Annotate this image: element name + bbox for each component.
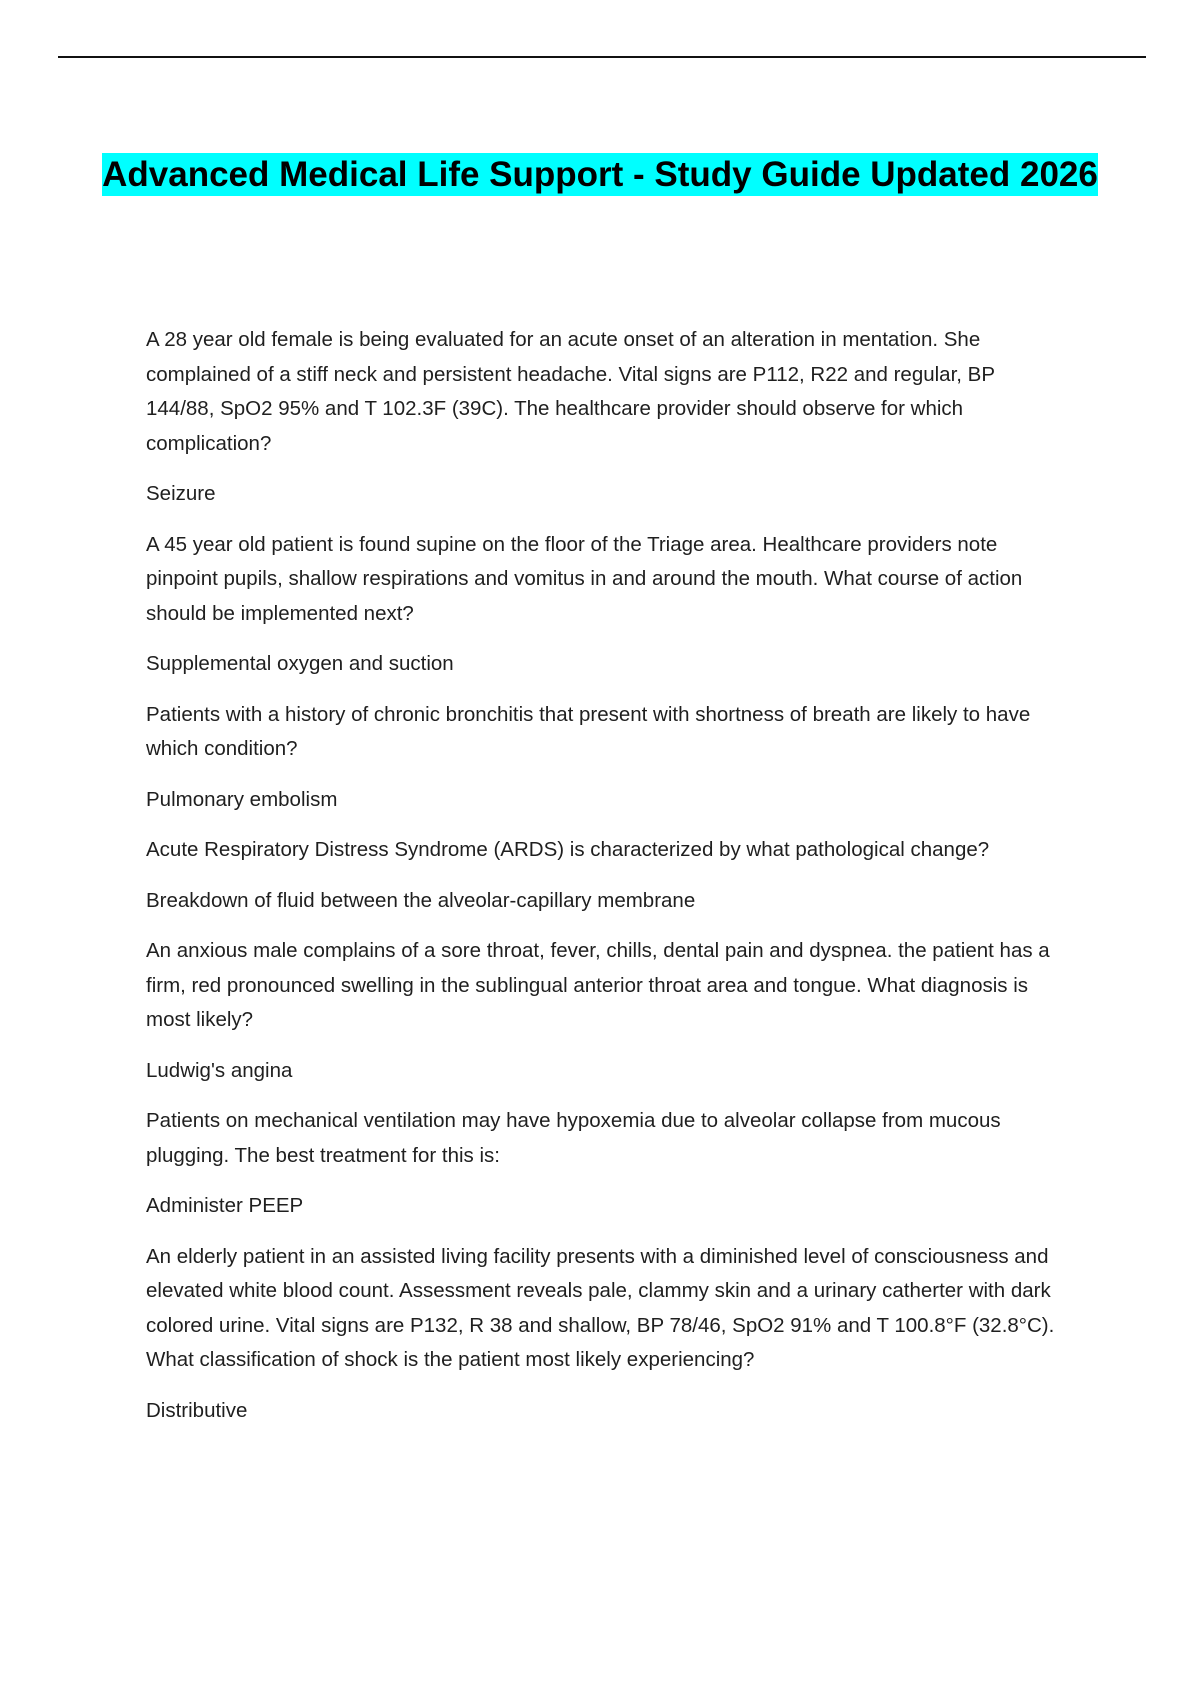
answer-7: Distributive	[146, 1398, 248, 1422]
question-3: Patients with a history of chronic bronchitis that present with shortness of breath are likely to have which condition?	[146, 702, 1031, 760]
header-rule	[58, 56, 1146, 58]
answer-6: Administer PEEP	[146, 1194, 304, 1217]
question-1: A 28 year old female is being evaluated for an acute onset of an alteration in mentation. She complained of a stiff neck and persistent headache. Vital signs are P112, R22 and regular, BP 144/88, SpO2 95% and T 102.3F (39C). The healthcare provider should observe for which complication?	[146, 328, 995, 455]
answer-1: Seizure	[146, 482, 216, 505]
document-title: Advanced Medical Life Support - Study Guide Updated 2026	[102, 155, 1098, 194]
question-5: An anxious male complains of a sore throat, fever, chills, dental pain and dyspnea. the patient has a firm, red pronounced swelling in the sublingual anterior throat area and tongue. What diagnosis is most likely?	[146, 939, 1050, 1031]
question-4: Acute Respiratory Distress Syndrome (ARDS) is characterized by what pathological change?	[146, 838, 990, 861]
qa-content	[146, 323, 1066, 1444]
answer-3: Pulmonary embolism	[146, 787, 338, 811]
question-7: An elderly patient in an assisted living facility presents with a diminished level of consciousness and elevated white blood count. Assessment reveals pale, clammy skin and a urinary catherter with dark colored urine. Vital signs are P132, R 38 and shallow, BP 78/46, SpO2 91% and T 100.8°F (32.8°C). What classification of shock is the patient most likely experiencing?	[146, 1244, 1055, 1371]
answer-5: Ludwig's angina	[146, 1058, 293, 1082]
question-6: Patients on mechanical ventilation may have hypoxemia due to alveolar collapse from mucous plugging. The best treatment for this is:	[146, 1109, 1001, 1167]
question-2: A 45 year old patient is found supine on the floor of the Triage area. Healthcare providers note pinpoint pupils, shallow respirations and vomitus in and around the mouth. What course of action should be implemented next?	[146, 532, 1023, 625]
answer-2: Supplemental oxygen and suction	[146, 652, 454, 675]
title-block	[100, 146, 1100, 203]
answer-4: Breakdown of fluid between the alveolar-capillary membrane	[146, 888, 696, 912]
